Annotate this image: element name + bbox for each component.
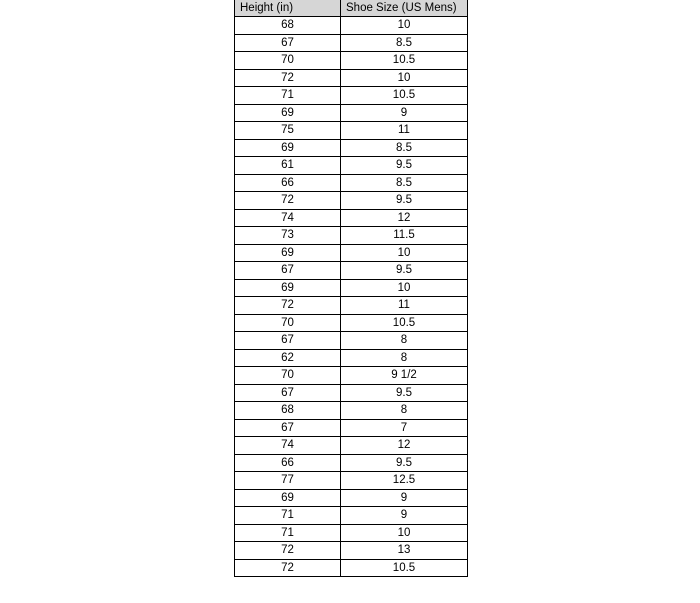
- height-cell: 72: [235, 559, 341, 577]
- height-cell: 71: [235, 87, 341, 105]
- table-row: [235, 17, 468, 35]
- shoe-size-cell: 12: [341, 209, 468, 227]
- shoe-size-cell: 11: [341, 122, 468, 140]
- shoe-size-cell: 8.5: [341, 174, 468, 192]
- height-cell: 72: [235, 69, 341, 87]
- height-cell: 70: [235, 52, 341, 70]
- shoe-size-cell: 7: [341, 419, 468, 437]
- table-row: [235, 157, 468, 175]
- table-row: [235, 52, 468, 70]
- shoe-size-cell: 10.5: [341, 52, 468, 70]
- shoe-size-cell: 10.5: [341, 87, 468, 105]
- shoe-size-cell: 9.5: [341, 157, 468, 175]
- table-row: [235, 454, 468, 472]
- shoe-size-cell: 9.5: [341, 454, 468, 472]
- shoe-size-cell: 13: [341, 542, 468, 560]
- height-cell: 77: [235, 472, 341, 490]
- shoe-size-cell: 9: [341, 507, 468, 525]
- shoe-size-cell: 10: [341, 279, 468, 297]
- height-shoe-size-table: [234, 0, 467, 577]
- table-body: [235, 17, 468, 577]
- table-row: [235, 524, 468, 542]
- table-row: [235, 34, 468, 52]
- height-cell: 74: [235, 209, 341, 227]
- height-cell: 67: [235, 34, 341, 52]
- table-row: [235, 507, 468, 525]
- table-row: [235, 384, 468, 402]
- table-row: [235, 139, 468, 157]
- shoe-size-cell: 9.5: [341, 192, 468, 210]
- shoe-size-cell: 9: [341, 489, 468, 507]
- height-cell: 71: [235, 507, 341, 525]
- height-cell: 72: [235, 192, 341, 210]
- table-row: [235, 542, 468, 560]
- table-row: [235, 279, 468, 297]
- shoe-size-cell: 10: [341, 244, 468, 262]
- shoe-size-cell: 11: [341, 297, 468, 315]
- height-cell: 70: [235, 367, 341, 385]
- shoe-size-cell: 9: [341, 104, 468, 122]
- shoe-size-cell: 9.5: [341, 262, 468, 280]
- table-row: [235, 174, 468, 192]
- header-height: Height (in): [235, 0, 341, 17]
- shoe-size-cell: 8: [341, 349, 468, 367]
- shoe-size-cell: 10: [341, 69, 468, 87]
- shoe-size-cell: 10: [341, 17, 468, 35]
- table-row: [235, 262, 468, 280]
- height-cell: 66: [235, 174, 341, 192]
- height-cell: 67: [235, 332, 341, 350]
- table-row: [235, 297, 468, 315]
- table-row: [235, 367, 468, 385]
- shoe-size-cell: 9 1/2: [341, 367, 468, 385]
- height-cell: 67: [235, 419, 341, 437]
- height-cell: 73: [235, 227, 341, 245]
- height-cell: 67: [235, 384, 341, 402]
- shoe-size-cell: 12.5: [341, 472, 468, 490]
- table-row: [235, 87, 468, 105]
- height-cell: 69: [235, 104, 341, 122]
- height-cell: 66: [235, 454, 341, 472]
- table-row: [235, 559, 468, 577]
- shoe-size-cell: 9.5: [341, 384, 468, 402]
- shoe-size-cell: 8.5: [341, 34, 468, 52]
- header-row: [235, 0, 468, 17]
- table-row: [235, 332, 468, 350]
- table-row: [235, 69, 468, 87]
- height-cell: 70: [235, 314, 341, 332]
- height-cell: 69: [235, 279, 341, 297]
- table-row: [235, 244, 468, 262]
- height-cell: 62: [235, 349, 341, 367]
- table-row: [235, 104, 468, 122]
- height-cell: 68: [235, 17, 341, 35]
- height-cell: 72: [235, 542, 341, 560]
- height-cell: 69: [235, 139, 341, 157]
- table-row: [235, 227, 468, 245]
- shoe-size-cell: 8: [341, 402, 468, 420]
- shoe-size-cell: 10: [341, 524, 468, 542]
- shoe-size-cell: 12: [341, 437, 468, 455]
- height-cell: 68: [235, 402, 341, 420]
- table-row: [235, 437, 468, 455]
- height-cell: 72: [235, 297, 341, 315]
- table-row: [235, 472, 468, 490]
- table-row: [235, 489, 468, 507]
- table-row: [235, 192, 468, 210]
- height-cell: 71: [235, 524, 341, 542]
- table-row: [235, 314, 468, 332]
- table-row: [235, 122, 468, 140]
- table-header: [235, 0, 468, 17]
- shoe-size-cell: 10.5: [341, 559, 468, 577]
- data-table: [234, 0, 468, 577]
- height-cell: 67: [235, 262, 341, 280]
- shoe-size-cell: 8: [341, 332, 468, 350]
- table-row: [235, 402, 468, 420]
- shoe-size-cell: 11.5: [341, 227, 468, 245]
- shoe-size-cell: 8.5: [341, 139, 468, 157]
- height-cell: 69: [235, 489, 341, 507]
- height-cell: 75: [235, 122, 341, 140]
- height-cell: 61: [235, 157, 341, 175]
- table-row: [235, 419, 468, 437]
- height-cell: 74: [235, 437, 341, 455]
- shoe-size-cell: 10.5: [341, 314, 468, 332]
- table-row: [235, 209, 468, 227]
- height-cell: 69: [235, 244, 341, 262]
- table-row: [235, 349, 468, 367]
- header-shoe-size: Shoe Size (US Mens): [341, 0, 468, 17]
